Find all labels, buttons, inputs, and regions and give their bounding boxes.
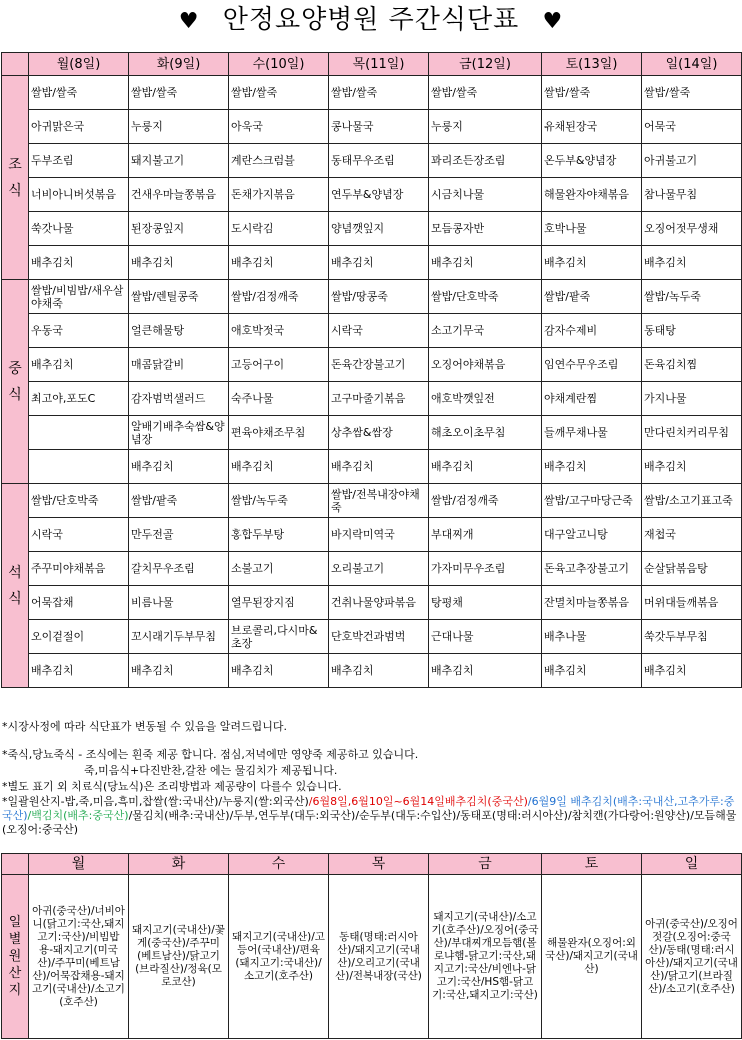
menu-cell: 쌀밥/쌀죽 [129, 76, 229, 110]
menu-cell: 배추김치 [429, 450, 542, 484]
menu-cell: 배추김치 [542, 450, 642, 484]
menu-cell: 배추김치 [642, 246, 742, 280]
menu-cell: 임연수무우조림 [542, 348, 642, 382]
menu-cell: 고구마줄기볶음 [329, 382, 429, 416]
origin-header-row [2, 854, 742, 875]
day-header: 화(9일) [129, 53, 229, 76]
origin-day-header: 목 [329, 854, 429, 875]
menu-row [2, 212, 742, 246]
menu-cell: 근대나물 [429, 620, 542, 654]
menu-cell: 오징어젓무생채 [642, 212, 742, 246]
menu-cell: 쌀밥/땅콩죽 [329, 280, 429, 314]
menu-cell: 쌀밥/단호박죽 [29, 484, 129, 518]
origin-cell: 동태(명태:러시아산)/돼지고기(국내산)/오리고기(국내산)/전복내장(국산) [329, 875, 429, 1039]
day-header: 월(8일) [29, 53, 129, 76]
meal-label-char: 식 [8, 590, 22, 607]
menu-cell: 꽈리조든장조림 [429, 144, 542, 178]
title-text: 안정요양병원 주간식단표 [222, 5, 520, 35]
menu-cell: 야채계란찜 [542, 382, 642, 416]
menu-cell: 두부조림 [29, 144, 129, 178]
origin-label-char: 일 [8, 915, 22, 930]
menu-cell: 비름나물 [129, 586, 229, 620]
menu-cell: 해물완자야채볶음 [542, 178, 642, 212]
menu-cell: 배추김치 [429, 246, 542, 280]
meal-label-char: 석 [8, 564, 22, 581]
notice-text: *시장사정에 따라 식단표가 변동될 수 있음을 알려드립니다. [2, 720, 287, 733]
menu-cell: 양념깻잎지 [329, 212, 429, 246]
menu-cell: 매콤닭갈비 [129, 348, 229, 382]
menu-cell: 대구알고니탕 [542, 518, 642, 552]
menu-cell: 꼬시래기두부무침 [129, 620, 229, 654]
origin-day-header: 화 [129, 854, 229, 875]
menu-cell: 쑥갓두부무침 [642, 620, 742, 654]
menu-cell: 쌀밥/소고기표고죽 [642, 484, 742, 518]
heart-right-icon: ♥ [542, 9, 564, 34]
menu-cell: 배추김치 [642, 654, 742, 688]
meal-label-char: 식 [8, 182, 22, 199]
page-title [0, 0, 742, 40]
menu-cell: 배추김치 [129, 246, 229, 280]
menu-cell: 브로콜리,다시마&초장 [229, 620, 329, 654]
menu-cell: 해초오이초무침 [429, 416, 542, 450]
menu-cell: 연두부&양념장 [329, 178, 429, 212]
menu-cell: 바지락미역국 [329, 518, 429, 552]
menu-row [2, 280, 742, 314]
menu-cell: 배추김치 [29, 654, 129, 688]
menu-cell: 쌀밥/쌀죽 [229, 76, 329, 110]
menu-cell: 된장콩잎지 [129, 212, 229, 246]
menu-cell: 배추나물 [542, 620, 642, 654]
menu-cell: 배추김치 [129, 654, 229, 688]
menu-cell: 가지나물 [642, 382, 742, 416]
menu-cell: 배추김치 [29, 348, 129, 382]
menu-cell: 배추김치 [642, 450, 742, 484]
origin-label [2, 875, 29, 1039]
water-kimchi-note: 죽,미음식+다진반찬,갈찬 에는 물김치가 제공됩니다. [84, 764, 338, 777]
day-header: 토(13일) [542, 53, 642, 76]
menu-cell: 온두부&양념장 [542, 144, 642, 178]
diet-note: *별도 표기 외 치료식(당뇨식)은 조리방법과 제공량이 다를수 있습니다. [2, 780, 342, 793]
origin-label-char: 지 [8, 983, 22, 998]
menu-cell: 편육야채조무침 [229, 416, 329, 450]
menu-cell: 배추김치 [29, 246, 129, 280]
meal-label [2, 280, 29, 484]
menu-cell: 쌀밥/고구마당근죽 [542, 484, 642, 518]
origin-day-header: 금 [429, 854, 542, 875]
menu-cell: 가자미무우조림 [429, 552, 542, 586]
menu-cell: 애호박깻잎전 [429, 382, 542, 416]
origin-label-char: 원 [8, 949, 22, 964]
origin-corner [2, 854, 29, 875]
menu-cell: 너비아니버섯볶음 [29, 178, 129, 212]
menu-cell: 쌀밥/검정깨죽 [229, 280, 329, 314]
menu-cell: 쌀밥/쌀죽 [29, 76, 129, 110]
origin-cell: 돼지고기(국내산)/소고기(호주산)/오징어(중국산)/부대찌개모듬햄(볼로냐햄-닭고기:국산,돼지고기:국산/비엔나-닭고기:국산/HS햄-닭고기:국산,돼지고기:국산) [429, 875, 542, 1039]
origin-day-header: 월 [29, 854, 129, 875]
menu-cell: 단호박건과범벅 [329, 620, 429, 654]
menu-cell: 재첩국 [642, 518, 742, 552]
menu-cell [29, 416, 129, 450]
day-header: 금(12일) [429, 53, 542, 76]
origin-cell: 아귀(중국산)/오징어젓갈(오징어:중국산)/동태(명태:러시아산)/돼지고기(국내산)/닭고기(브라질산)/소고기(호주산) [642, 875, 742, 1039]
origin-row [2, 875, 742, 1039]
menu-cell: 동태탕 [642, 314, 742, 348]
menu-cell: 배추김치 [542, 246, 642, 280]
menu-cell: 감자수제비 [542, 314, 642, 348]
menu-cell: 돈육간장불고기 [329, 348, 429, 382]
menu-cell: 배추김치 [329, 450, 429, 484]
menu-cell: 고등어구이 [229, 348, 329, 382]
menu-cell: 오징어야채볶음 [429, 348, 542, 382]
menu-cell [29, 450, 129, 484]
menu-cell: 오이겉절이 [29, 620, 129, 654]
origin-cell: 돼지고기(국내산)/꽃게(중국산)/주꾸미(베트남산)/닭고기(브라질산)/정육(모로코산) [129, 875, 229, 1039]
menu-cell: 오리불고기 [329, 552, 429, 586]
menu-cell: 돈육고추장불고기 [542, 552, 642, 586]
menu-cell: 시락국 [29, 518, 129, 552]
menu-cell: 순살닭볶음탕 [642, 552, 742, 586]
weekly-menu-table [1, 52, 742, 688]
menu-cell: 아귀불고기 [642, 144, 742, 178]
menu-cell: 소불고기 [229, 552, 329, 586]
menu-cell: 쌀밥/쌀죽 [542, 76, 642, 110]
menu-cell: 계란스크럼블 [229, 144, 329, 178]
menu-cell: 쌀밥/단호박죽 [429, 280, 542, 314]
menu-cell: 어묵국 [642, 110, 742, 144]
menu-cell: 쌀밥/쌀죽 [642, 76, 742, 110]
meal-label-char: 식 [8, 386, 22, 403]
menu-row [2, 314, 742, 348]
menu-cell: 시락국 [329, 314, 429, 348]
menu-cell: 아귀맑은국 [29, 110, 129, 144]
menu-cell: 누룽지 [429, 110, 542, 144]
origin-day-header: 일 [642, 854, 742, 875]
menu-cell: 배추김치 [329, 654, 429, 688]
menu-row [2, 552, 742, 586]
menu-cell: 숙주나물 [229, 382, 329, 416]
menu-row [2, 144, 742, 178]
menu-row [2, 382, 742, 416]
menu-cell: 부대찌개 [429, 518, 542, 552]
day-header: 일(14일) [642, 53, 742, 76]
menu-cell: 애호박젓국 [229, 314, 329, 348]
origin-note-part: /6월8일,6월10일~6월14일배추김치(중국산) [308, 795, 528, 808]
menu-cell: 만다린치커리무침 [642, 416, 742, 450]
origin-label-char: 산 [8, 966, 22, 981]
menu-cell: 배추김치 [229, 654, 329, 688]
menu-cell: 홍합두부탕 [229, 518, 329, 552]
menu-cell: 쌀밥/검정깨죽 [429, 484, 542, 518]
origin-cell: 해물완자(오징어:외국산)/돼지고기(국내산) [542, 875, 642, 1039]
menu-cell: 쌀밥/쌀죽 [329, 76, 429, 110]
menu-row [2, 586, 742, 620]
menu-cell: 모듬콩자반 [429, 212, 542, 246]
menu-cell: 소고기무국 [429, 314, 542, 348]
origin-note [2, 795, 740, 837]
menu-cell: 유채된장국 [542, 110, 642, 144]
menu-row [2, 76, 742, 110]
menu-cell: 쑥갓나물 [29, 212, 129, 246]
origin-cell: 돼지고기(국내산)/고등어(국내산)/편육(돼지고기:국내산)/소고기(호주산) [229, 875, 329, 1039]
menu-cell: 쌀밥/팥죽 [542, 280, 642, 314]
menu-cell: 도시락김 [229, 212, 329, 246]
origin-day-header: 수 [229, 854, 329, 875]
menu-row [2, 620, 742, 654]
origin-cell: 아귀(중국산)/너비아니(닭고기:국산,돼지고기:국산)/비빔밥용-돼지고기(미국산)/주꾸미(베트남산)/어묵잡채용-돼지고기(국내산)/소고기(호주산) [29, 875, 129, 1039]
menu-cell: 감자범벅샐러드 [129, 382, 229, 416]
menu-cell: 시금치나물 [429, 178, 542, 212]
menu-cell: 갈치무우조림 [129, 552, 229, 586]
menu-cell: 쌀밥/렌틸콩죽 [129, 280, 229, 314]
menu-cell: 쌀밥/전복내장야채죽 [329, 484, 429, 518]
menu-cell: 쌀밥/녹두죽 [642, 280, 742, 314]
origin-note-part: /물김치(배추:국내산)/두부,연두부(대두:외국산)/순두부(대두:수입산)/동태포(명태:러시아산)/참치캔(가다랑어:원양산)/모듬해물(오징어:중국산) [2, 809, 737, 836]
menu-cell: 상추쌈&쌈장 [329, 416, 429, 450]
origin-table [1, 853, 742, 1039]
menu-cell: 돈채가지볶음 [229, 178, 329, 212]
porridge-note: *죽식,당뇨죽식 - 조식에는 흰죽 제공 합니다. 점심,저녁에만 영양죽 제공하고 있습니다. [2, 748, 419, 761]
menu-cell: 어묵잡채 [29, 586, 129, 620]
meal-label-char: 조 [8, 156, 22, 173]
menu-row [2, 654, 742, 688]
menu-cell: 주꾸미야채볶음 [29, 552, 129, 586]
menu-cell: 돈육김치찜 [642, 348, 742, 382]
menu-cell: 머위대들깨볶음 [642, 586, 742, 620]
menu-cell: 쌀밥/팥죽 [129, 484, 229, 518]
origin-note-part: *일괄원산지-밥,죽,미음,흑미,찹쌀(쌀:국내산)/누룽지(쌀:외국산) [2, 795, 309, 808]
header-corner [2, 53, 29, 76]
origin-day-header: 토 [542, 854, 642, 875]
meal-label [2, 484, 29, 688]
day-header-row [2, 53, 742, 76]
menu-cell: 우동국 [29, 314, 129, 348]
menu-row [2, 484, 742, 518]
menu-row [2, 178, 742, 212]
menu-row [2, 416, 742, 450]
menu-cell: 아욱국 [229, 110, 329, 144]
heart-left-icon: ♥ [178, 9, 200, 34]
menu-cell: 쌀밥/녹두죽 [229, 484, 329, 518]
menu-cell: 배추김치 [429, 654, 542, 688]
menu-cell: 잔멸치마늘쫑볶음 [542, 586, 642, 620]
menu-cell: 배추김치 [542, 654, 642, 688]
menu-row [2, 110, 742, 144]
menu-cell: 쌀밥/쌀죽 [429, 76, 542, 110]
menu-cell: 탕평채 [429, 586, 542, 620]
menu-row [2, 450, 742, 484]
menu-row [2, 518, 742, 552]
day-header: 목(11일) [329, 53, 429, 76]
meal-label [2, 76, 29, 280]
origin-label-char: 별 [8, 932, 22, 947]
menu-row [2, 348, 742, 382]
menu-cell: 배추김치 [329, 246, 429, 280]
menu-cell: 들깨무채나물 [542, 416, 642, 450]
menu-cell: 건취나물양파볶음 [329, 586, 429, 620]
menu-cell: 열무된장지짐 [229, 586, 329, 620]
origin-note-part: /백김치(배추:중국산) [27, 809, 129, 822]
menu-cell: 돼지불고기 [129, 144, 229, 178]
menu-cell: 건새우마늘쫑볶음 [129, 178, 229, 212]
menu-row [2, 246, 742, 280]
menu-cell: 누룽지 [129, 110, 229, 144]
menu-cell: 호박나물 [542, 212, 642, 246]
menu-cell: 알배기배추숙쌈&양념장 [129, 416, 229, 450]
origin-note-part: /6월9일 배추김치(배추:국내산,고추가루:중국산) [2, 795, 735, 822]
menu-cell: 배추김치 [229, 450, 329, 484]
menu-cell: 배추김치 [129, 450, 229, 484]
meal-label-char: 중 [8, 360, 22, 377]
menu-cell: 콩나물국 [329, 110, 429, 144]
menu-cell: 최고야,포도C [29, 382, 129, 416]
menu-cell: 쌀밥/비빔밥/새우살야채죽 [29, 280, 129, 314]
menu-cell: 동태무우조림 [329, 144, 429, 178]
menu-cell: 만두전골 [129, 518, 229, 552]
menu-cell: 참나물무침 [642, 178, 742, 212]
day-header: 수(10일) [229, 53, 329, 76]
menu-cell: 얼큰해물탕 [129, 314, 229, 348]
menu-cell: 배추김치 [229, 246, 329, 280]
